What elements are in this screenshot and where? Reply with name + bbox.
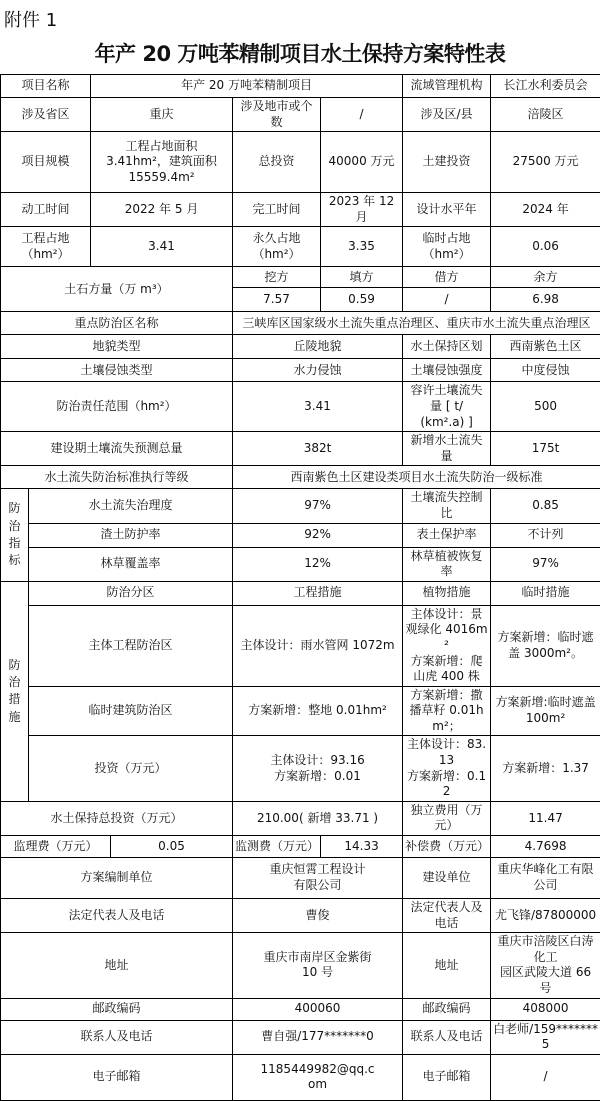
label-legal-rep: 法定代表人及电话 <box>1 899 233 933</box>
row-land-occupation <box>1 227 600 267</box>
label-project-scale: 项目规模 <box>1 132 91 193</box>
target-value: 不计列 <box>491 523 600 547</box>
target-label: 土壤流失控制比 <box>403 489 491 523</box>
row-project-name <box>1 75 600 98</box>
label-temporary-land <box>403 227 491 267</box>
value-postcode: 400060 <box>233 998 403 1020</box>
label-supervision-fee: 监理费（万元） <box>1 836 111 858</box>
row-postcode <box>1 998 600 1020</box>
label-independent-cost: 独立费用（万元） <box>403 801 491 835</box>
value-design-year: 2024 年 <box>491 193 600 227</box>
attachment-label: 附件 1 <box>4 6 57 32</box>
value-permanent-land: 3.35 <box>321 227 403 267</box>
value-temporary-land: 0.06 <box>491 227 600 267</box>
characteristics-table <box>0 74 600 1101</box>
label-measures <box>1 581 29 801</box>
row-measures-header <box>1 581 600 605</box>
investment-engineering <box>233 736 403 801</box>
label-land-occupation-line2: （hm²） <box>3 247 88 263</box>
targets-char-3: 指 <box>3 535 26 552</box>
label-project-name: 项目名称 <box>1 75 91 98</box>
zone-main: 主体工程防治区 <box>29 605 233 686</box>
value-supervision-fee: 0.05 <box>111 836 233 858</box>
label-address: 地址 <box>1 933 233 998</box>
measures-char-4: 施 <box>3 709 26 726</box>
row-scale <box>1 132 600 193</box>
row-earthwork-header <box>1 267 600 288</box>
label-temporary-land-line2: （hm²） <box>405 247 488 263</box>
value-contact: 曹自强/177*******0 <box>233 1020 403 1054</box>
value-construction-unit: 重庆华峰化工有限公司 <box>491 858 600 899</box>
measures-char-1: 防 <box>3 657 26 674</box>
main-plant-line1: 主体设计：景观绿化 4016m² <box>405 607 488 654</box>
value-monitoring-fee: 14.33 <box>321 836 403 858</box>
target-label: 林草植被恢复率 <box>403 547 491 581</box>
main-temporary: 方案新增：临时遮盖 3000m²。 <box>491 605 600 686</box>
value-plan-compiler-line2: 有限公司 <box>235 878 400 894</box>
measures-char-2: 治 <box>3 674 26 691</box>
main-engineering: 主体设计：雨水管网 1072m <box>233 605 403 686</box>
target-value: 97% <box>491 547 600 581</box>
row-contact <box>1 1020 600 1054</box>
label-new-loss: 新增水土流失量 <box>403 432 491 466</box>
row-investment <box>1 736 600 801</box>
label-land-occupation-line1: 工程占地 <box>3 231 88 247</box>
targets-char-4: 标 <box>3 552 26 569</box>
value-province: 重庆 <box>91 98 233 132</box>
value-conservation-total: 210.00( 新增 33.71 ) <box>233 801 403 835</box>
row-standard <box>1 466 600 489</box>
label-contact: 联系人及电话 <box>403 1020 491 1054</box>
label-address: 地址 <box>403 933 491 998</box>
label-postcode: 邮政编码 <box>403 998 491 1020</box>
label-predicted-loss: 建设期土壤流失预测总量 <box>1 432 233 466</box>
value-legal-rep: 曹俊 <box>233 899 403 933</box>
target-value: 97% <box>233 489 403 523</box>
value-address-line1: 重庆市南岸区金紫街 <box>235 950 400 966</box>
value-legal-rep: 尤飞锋/87800000 <box>491 899 600 933</box>
value-address-line2: 园区武陵大道 66 号 <box>493 965 598 996</box>
label-erosion-intensity: 土壤侵蚀强度 <box>403 359 491 382</box>
value-plan-compiler <box>233 858 403 899</box>
header-zone: 防治分区 <box>29 581 233 605</box>
label-monitoring-fee: 监测费（万元） <box>233 836 321 858</box>
value-email <box>233 1054 403 1100</box>
label-postcode: 邮政编码 <box>1 998 233 1020</box>
row-legal-rep <box>1 899 600 933</box>
label-erosion-type: 土壤侵蚀类型 <box>1 359 233 382</box>
temp-temporary: 方案新增:临时遮盖 100m² <box>491 686 600 736</box>
value-key-area: 三峡库区国家级水土流失重点治理区、重庆市水土流失重点治理区 <box>233 312 600 335</box>
investment-engineering-line2: 方案新增：0.01 <box>235 769 400 785</box>
targets-char-1: 防 <box>3 500 26 517</box>
label-civil-investment: 土建投资 <box>403 132 491 193</box>
label-start-time: 动工时间 <box>1 193 91 227</box>
row-erosion <box>1 359 600 382</box>
header-engineering: 工程措施 <box>233 581 403 605</box>
value-address <box>233 933 403 998</box>
target-value: 92% <box>233 523 403 547</box>
label-design-year: 设计水平年 <box>403 193 491 227</box>
value-basin-authority: 长江水利委员会 <box>491 75 600 98</box>
target-value: 0.85 <box>491 489 600 523</box>
value-fill: 0.59 <box>321 288 403 312</box>
label-allowable-loss <box>403 382 491 432</box>
header-temporary: 临时措施 <box>491 581 600 605</box>
row-target-1 <box>1 489 600 523</box>
value-address-line2: 10 号 <box>235 965 400 981</box>
value-predicted-loss: 382t <box>233 432 403 466</box>
row-target-2 <box>1 523 600 547</box>
value-postcode: 408000 <box>491 998 600 1020</box>
value-conservation-zone: 西南紫色土区 <box>491 335 600 359</box>
row-fees <box>1 836 600 858</box>
value-allowable-loss: 500 <box>491 382 600 432</box>
zone-temp-building: 临时建筑防治区 <box>29 686 233 736</box>
value-contact: 白老师/159*******5 <box>491 1020 600 1054</box>
value-standard-level: 西南紫色土区建设类项目水土流失防治一级标准 <box>233 466 600 489</box>
investment-plant-line2: 方案新增：0.12 <box>405 769 488 800</box>
value-new-loss: 175t <box>491 432 600 466</box>
label-compensation-fee: 补偿费（万元） <box>403 836 491 858</box>
value-erosion-intensity: 中度侵蚀 <box>491 359 600 382</box>
target-label: 渣土防护率 <box>29 523 233 547</box>
target-label: 水土流失治理度 <box>29 489 233 523</box>
label-conservation-zone: 水土保持区划 <box>403 335 491 359</box>
label-landform: 地貌类型 <box>1 335 233 359</box>
measures-char-3: 措 <box>3 691 26 708</box>
value-email: / <box>491 1054 600 1100</box>
value-county: 涪陵区 <box>491 98 600 132</box>
label-contact: 联系人及电话 <box>1 1020 233 1054</box>
label-email: 电子邮箱 <box>403 1054 491 1100</box>
value-email-line2: om <box>235 1077 400 1093</box>
label-county: 涉及区/县 <box>403 98 491 132</box>
label-temporary-land-line1: 临时占地 <box>405 231 488 247</box>
value-email-line1: 1185449982@qq.c <box>235 1062 400 1078</box>
label-earthwork: 土石方量（万 m³） <box>1 267 233 312</box>
row-province <box>1 98 600 132</box>
value-cities: / <box>321 98 403 132</box>
value-erosion-type: 水力侵蚀 <box>233 359 403 382</box>
label-conservation-total: 水土保持总投资（万元） <box>1 801 233 835</box>
label-permanent-land-line1: 永久占地 <box>235 231 318 247</box>
label-end-time: 完工时间 <box>233 193 321 227</box>
investment-engineering-line1: 主体设计：93.16 <box>235 753 400 769</box>
row-units <box>1 858 600 899</box>
value-end-time: 2023 年 12 月 <box>321 193 403 227</box>
label-responsibility-range: 防治责任范围（hm²） <box>1 382 233 432</box>
target-label: 林草覆盖率 <box>29 547 233 581</box>
main-plant <box>403 605 491 686</box>
value-plan-compiler-line1: 重庆恒霄工程设计 <box>235 862 400 878</box>
value-civil-investment: 27500 万元 <box>491 132 600 193</box>
header-plant: 植物措施 <box>403 581 491 605</box>
header-fill: 填方 <box>321 267 403 288</box>
label-land-occupation <box>1 227 91 267</box>
value-landform: 丘陵地貌 <box>233 335 403 359</box>
header-surplus: 余方 <box>491 267 600 288</box>
label-construction-unit: 建设单位 <box>403 858 491 899</box>
value-address <box>491 933 600 998</box>
temp-plant: 方案新增：撒播草籽 0.01hm²； <box>403 686 491 736</box>
investment-plant-line1: 主体设计：83.13 <box>405 737 488 768</box>
label-permanent-land <box>233 227 321 267</box>
value-independent-cost: 11.47 <box>491 801 600 835</box>
scale-line-1: 工程占地面积 <box>93 139 230 155</box>
value-borrow: / <box>403 288 491 312</box>
label-key-area: 重点防治区名称 <box>1 312 233 335</box>
investment-plant <box>403 736 491 801</box>
label-allowable-loss-line1: 容许土壤流失量 [ t/ <box>405 383 488 414</box>
label-permanent-land-line2: （hm²） <box>235 247 318 263</box>
row-address <box>1 933 600 998</box>
label-legal-rep: 法定代表人及电话 <box>403 899 491 933</box>
label-cities: 涉及地市或个数 <box>233 98 321 132</box>
value-responsibility-range: 3.41 <box>233 382 403 432</box>
investment-temporary: 方案新增：1.37 <box>491 736 600 801</box>
value-project-name: 年产 20 万吨苯精制项目 <box>91 75 403 98</box>
label-email: 电子邮箱 <box>1 1054 233 1100</box>
value-surplus: 6.98 <box>491 288 600 312</box>
target-label: 表土保护率 <box>403 523 491 547</box>
label-province: 涉及省区 <box>1 98 91 132</box>
row-main-zone <box>1 605 600 686</box>
main-plant-line2: 方案新增：爬山虎 400 株 <box>405 654 488 685</box>
header-borrow: 借方 <box>403 267 491 288</box>
label-plan-compiler: 方案编制单位 <box>1 858 233 899</box>
label-allowable-loss-line2: (km².a) ] <box>405 415 488 431</box>
row-schedule <box>1 193 600 227</box>
row-email <box>1 1054 600 1100</box>
label-basin-authority: 流域管理机构 <box>403 75 491 98</box>
row-soil-loss <box>1 432 600 466</box>
row-total-investment <box>1 801 600 835</box>
label-total-investment: 总投资 <box>233 132 321 193</box>
targets-char-2: 治 <box>3 518 26 535</box>
row-target-3 <box>1 547 600 581</box>
scale-line-3: 15559.4m² <box>93 170 230 186</box>
row-landform <box>1 335 600 359</box>
label-targets <box>1 489 29 581</box>
value-start-time: 2022 年 5 月 <box>91 193 233 227</box>
document-title: 年产 20 万吨苯精制项目水土保持方案特性表 <box>0 38 600 68</box>
value-excavation: 7.57 <box>233 288 321 312</box>
label-standard-level: 水土流失防治标准执行等级 <box>1 466 233 489</box>
value-address-line1: 重庆市涪陵区白涛化工 <box>493 934 598 965</box>
target-value: 12% <box>233 547 403 581</box>
header-excavation: 挖方 <box>233 267 321 288</box>
row-responsibility <box>1 382 600 432</box>
scale-line-2: 3.41hm²，建筑面积 <box>93 154 230 170</box>
value-project-scale <box>91 132 233 193</box>
value-total-investment: 40000 万元 <box>321 132 403 193</box>
value-land-occupation: 3.41 <box>91 227 233 267</box>
row-key-area <box>1 312 600 335</box>
temp-engineering: 方案新增：整地 0.01hm² <box>233 686 403 736</box>
value-compensation-fee: 4.7698 <box>491 836 600 858</box>
label-investment: 投资（万元） <box>29 736 233 801</box>
row-temp-zone <box>1 686 600 736</box>
